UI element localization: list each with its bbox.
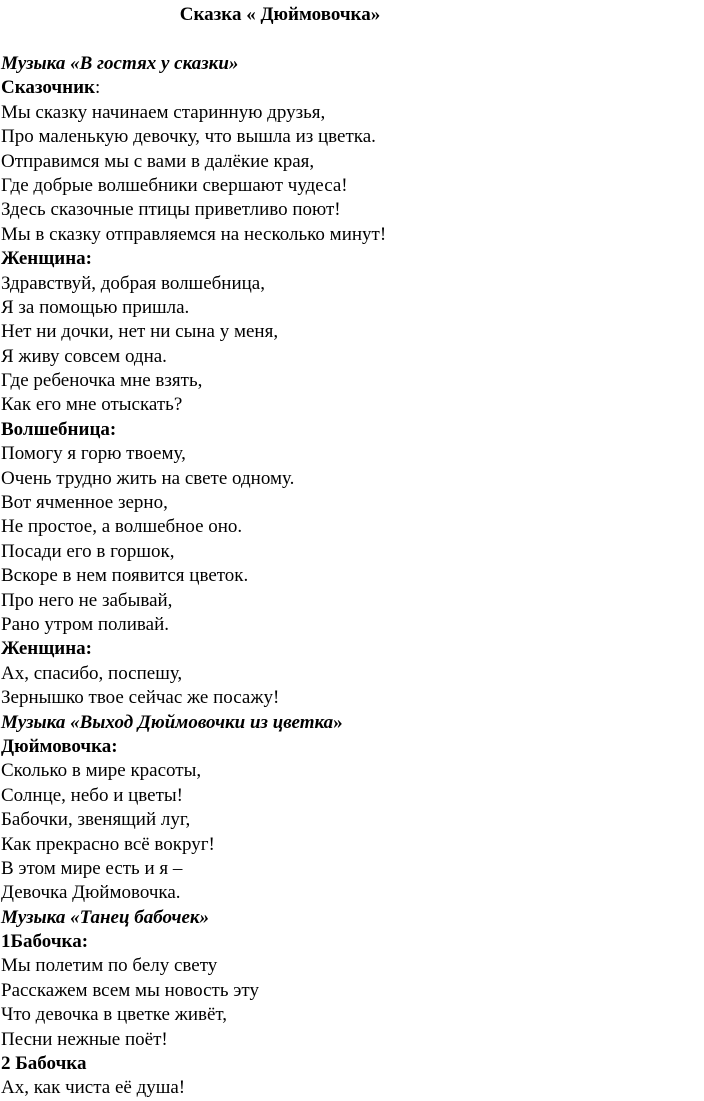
- verse-line: Здесь сказочные птицы приветливо поют!: [1, 199, 341, 221]
- verse-line: Как его мне отыскать?: [1, 394, 183, 416]
- script-body: [1, 52, 701, 1101]
- verse-line: Про него не забывай,: [1, 589, 173, 611]
- speaker-label: Дюймовочка:: [1, 735, 118, 757]
- verse-line: Не простое, а волшебное оно.: [1, 516, 243, 538]
- music-cue-text: Музыка «Танец бабочек»: [1, 906, 210, 928]
- speaker-name: [1, 247, 701, 271]
- speaker-label: Волшебница:: [1, 418, 117, 440]
- verse-line: Где ребеночка мне взять,: [1, 370, 203, 392]
- speaker-name: [1, 1052, 701, 1076]
- music-cue: [1, 711, 701, 735]
- music-cue: [1, 52, 701, 76]
- music-cue-text: Музыка «В гостях у сказки»: [1, 53, 239, 74]
- verse-line: Песни нежные поёт!: [1, 1028, 168, 1050]
- verse-line: Я за помощью пришла.: [1, 296, 190, 318]
- verse-line: Мы полетим по белу свету: [1, 955, 218, 977]
- speaker-name: [1, 930, 701, 954]
- verse-line: Ах, спасибо, поспешу,: [1, 662, 183, 684]
- verse-line: Отправимся мы с вами в далёкие края,: [1, 150, 315, 172]
- speaker-name: [1, 76, 701, 100]
- music-cue-text: Музыка «Выход Дюймовочки из цветка: [1, 711, 334, 733]
- verse-line: Помогу я горю твоему,: [1, 443, 186, 465]
- verse-line: В этом мире есть и я –: [1, 857, 183, 879]
- speaker-name: [1, 735, 701, 759]
- verse-line: Сколько в мире красоты,: [1, 760, 202, 782]
- verse-line: Как прекрасно всё вокруг!: [1, 833, 215, 855]
- music-cue-closing-quote: »: [333, 711, 343, 733]
- verse-line: Расскажем всем мы новость эту: [1, 979, 259, 1001]
- document-title: Сказка « Дюймовочка»: [179, 4, 381, 25]
- speaker-name: [1, 637, 701, 661]
- music-cue: [1, 906, 701, 930]
- verse-line: Солнце, небо и цветы!: [1, 784, 183, 806]
- verse-line: Вот ячменное зерно,: [1, 492, 168, 514]
- verse-line: Нет ни дочки, нет ни сына у меня,: [1, 321, 279, 343]
- verse-line: Что девочка в цветке живёт,: [1, 1004, 228, 1026]
- verse-line: Мы в сказку отправляемся на несколько минут!: [1, 223, 387, 245]
- verse-line: Зернышко твое сейчас же посажу!: [1, 687, 280, 709]
- speaker-label: Женщина:: [1, 248, 92, 270]
- speaker-label: Женщина:: [1, 638, 92, 660]
- verse-line: Девочка Дюймовочка.: [1, 882, 181, 904]
- verse-line: Рано утром поливай.: [1, 613, 170, 635]
- verse-line: Я живу совсем одна.: [1, 345, 167, 367]
- speaker-label: 1Бабочка:: [1, 931, 89, 953]
- speaker-label: 2 Бабочка: [1, 1053, 87, 1075]
- verse-line: Посади его в горшок,: [1, 540, 175, 562]
- speaker-colon: :: [94, 77, 101, 99]
- verse-line: Вскоре в нем появится цветок.: [1, 565, 249, 587]
- speaker-name: [1, 418, 701, 442]
- verse-line: Мы сказку начинаем старинную друзья,: [1, 101, 326, 123]
- verse-line: Где добрые волшебники свершают чудеса!: [1, 174, 348, 196]
- verse-line: Про маленькую девочку, что вышла из цветка.: [1, 126, 376, 148]
- verse-line: Очень трудно жить на свете одному.: [1, 467, 295, 489]
- verse-line: Ах, как чиста её душа!: [1, 1077, 186, 1099]
- speaker-label: Сказочник: [1, 77, 95, 99]
- verse-line: Бабочки, звенящий луг,: [1, 809, 191, 831]
- verse-line: Здравствуй, добрая волшебница,: [1, 272, 265, 294]
